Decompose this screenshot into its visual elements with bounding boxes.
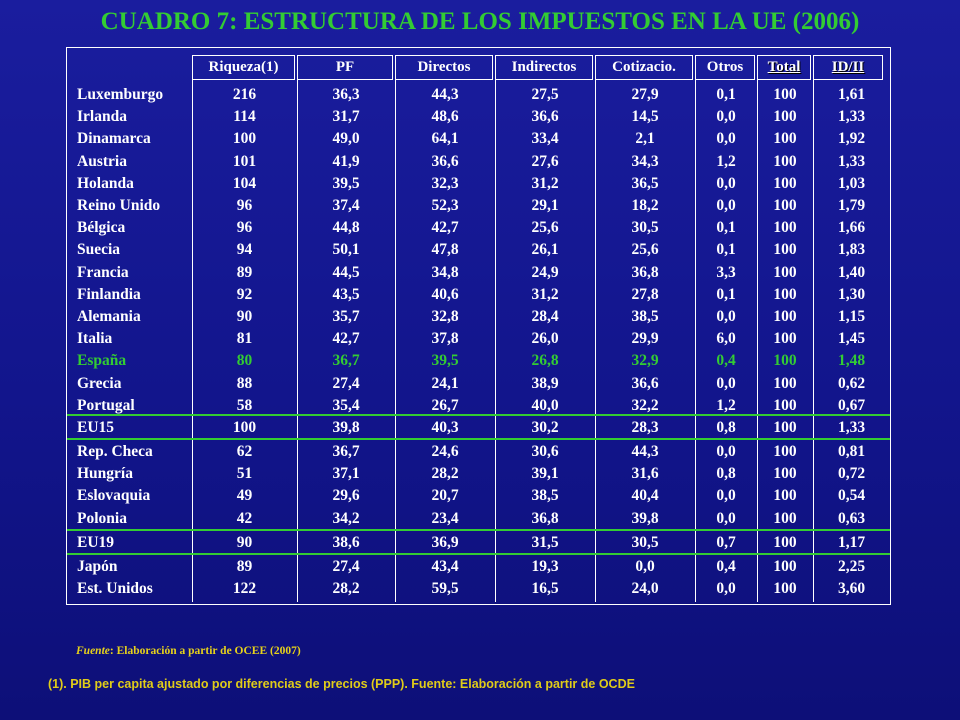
cell-value: 6,0	[716, 330, 736, 348]
cell-value: 0,1	[716, 86, 736, 103]
column-header-label: Indirectos	[511, 59, 577, 75]
cell-value: 100	[773, 241, 797, 259]
country-name: Dinamarca	[77, 130, 151, 148]
cell-value: 44,5	[332, 263, 360, 281]
cell-value: 32,9	[631, 352, 659, 370]
column-header	[595, 55, 693, 80]
cell-value: 100	[773, 108, 797, 126]
column-header-label: Cotizacio.	[612, 59, 676, 75]
table-row	[67, 106, 890, 128]
cell-value: 37,1	[332, 465, 360, 483]
cell-value: 39,5	[431, 352, 459, 370]
cell-value: 2,25	[837, 558, 866, 575]
cell-value: 29,9	[631, 330, 659, 348]
cell-value: 34,3	[631, 152, 659, 170]
cell-value: 100	[773, 330, 797, 348]
cell-value: 62	[236, 443, 253, 460]
cell-value: 25,6	[631, 241, 659, 259]
cell-value: 0,0	[716, 174, 736, 192]
column-header-label: Total	[767, 59, 801, 75]
cell-value: 2,1	[635, 130, 655, 148]
cell-value: 1,30	[837, 285, 866, 303]
cell-value: 0,0	[716, 580, 736, 598]
table-row	[67, 373, 890, 395]
cell-value: 36,5	[631, 174, 659, 192]
cell-value: 48,6	[431, 108, 459, 126]
cell-value: 39,1	[531, 465, 559, 483]
country-name: Hungría	[77, 465, 133, 483]
cell-value: 27,4	[332, 374, 360, 392]
table-row	[67, 239, 890, 261]
table-row	[67, 128, 890, 150]
cell-value: 49,0	[332, 130, 360, 148]
cell-value: 100	[773, 580, 797, 598]
group-separator	[67, 414, 890, 416]
cell-value: 1,83	[837, 241, 866, 259]
cell-value: 37,8	[431, 330, 459, 348]
cell-value: 0,0	[716, 487, 736, 505]
cell-value: 100	[773, 352, 797, 370]
column-header-label: PF	[335, 59, 355, 75]
group-separator	[67, 553, 890, 555]
cell-value: 0,0	[716, 374, 736, 392]
cell-value: 3,3	[716, 263, 736, 281]
cell-value: 34,8	[431, 263, 459, 281]
cell-value: 42,7	[332, 330, 360, 348]
table-row	[67, 217, 890, 239]
cell-value: 24,0	[631, 580, 659, 598]
table-row	[67, 262, 890, 284]
cell-value: 122	[232, 580, 257, 598]
cell-value: 31,5	[531, 534, 559, 551]
cell-value: 100	[773, 219, 797, 237]
table-row	[67, 84, 890, 106]
table-row	[67, 350, 890, 372]
cell-value: 81	[236, 330, 253, 348]
cell-value: 104	[232, 174, 257, 192]
table-row	[67, 441, 890, 463]
tax-structure-table	[66, 47, 891, 605]
cell-value: 31,2	[531, 285, 559, 303]
cell-value: 100	[773, 534, 797, 551]
table-row	[67, 284, 890, 306]
cell-value: 40,0	[531, 396, 559, 414]
cell-value: 88	[236, 374, 253, 392]
country-name: Reino Unido	[77, 197, 161, 214]
cell-value: 36,8	[531, 509, 559, 527]
country-name: Francia	[77, 263, 129, 281]
cell-value: 36,6	[531, 108, 559, 126]
country-name: Grecia	[77, 374, 122, 392]
cell-value: 28,3	[631, 419, 659, 436]
cell-value: 1,92	[837, 130, 866, 148]
cell-value: 38,5	[531, 487, 559, 505]
cell-value: 0,72	[837, 465, 866, 483]
cell-value: 0,0	[716, 308, 736, 325]
cell-value: 0,4	[716, 558, 736, 575]
column-header-label: ID/II	[831, 59, 865, 75]
cell-value: 1,03	[837, 174, 866, 192]
cell-value: 89	[236, 558, 253, 575]
cell-value: 80	[236, 352, 253, 370]
country-name: Italia	[77, 330, 113, 348]
cell-value: 29,6	[332, 487, 360, 505]
cell-value: 94	[236, 241, 253, 259]
cell-value: 27,6	[531, 152, 559, 170]
cell-value: 27,4	[332, 558, 360, 575]
cell-value: 36,7	[332, 443, 360, 460]
cell-value: 31,7	[332, 108, 360, 126]
cell-value: 1,2	[716, 152, 736, 170]
cell-value: 43,5	[332, 285, 360, 303]
cell-value: 32,8	[431, 308, 459, 325]
cell-value: 1,33	[837, 152, 866, 170]
footnote: (1). PIB per capita ajustado por diferencias de precios (PPP). Fuente: Elaboración a partir de OCDE	[48, 677, 635, 691]
cell-value: 40,4	[631, 487, 659, 505]
country-name: Luxemburgo	[77, 86, 164, 103]
cell-value: 24,1	[431, 374, 459, 392]
cell-value: 1,33	[837, 108, 866, 126]
table-row	[67, 463, 890, 485]
country-name: Polonia	[77, 509, 127, 527]
cell-value: 39,5	[332, 174, 360, 192]
cell-value: 100	[773, 174, 797, 192]
cell-value: 35,7	[332, 308, 360, 325]
country-name: Eslovaquia	[77, 487, 151, 505]
cell-value: 44,3	[431, 86, 459, 103]
cell-value: 100	[232, 419, 257, 436]
cell-value: 0,1	[716, 241, 736, 259]
cell-value: 39,8	[631, 509, 659, 527]
country-name: Suecia	[77, 241, 121, 259]
cell-value: 1,61	[837, 86, 866, 103]
cell-value: 32,2	[631, 396, 659, 414]
cell-value: 100	[773, 396, 797, 414]
cell-value: 36,6	[431, 152, 459, 170]
cell-value: 0,67	[837, 396, 866, 414]
cell-value: 114	[233, 108, 256, 126]
cell-value: 100	[773, 308, 797, 325]
group-separator	[67, 438, 890, 440]
table-row	[67, 556, 890, 578]
cell-value: 0,63	[837, 509, 866, 527]
cell-value: 1,2	[716, 396, 736, 414]
cell-value: 30,5	[631, 534, 659, 551]
cell-value: 1,79	[837, 197, 866, 214]
cell-value: 40,6	[431, 285, 459, 303]
group-separator	[67, 529, 890, 531]
cell-value: 100	[773, 197, 797, 214]
cell-value: 1,17	[837, 534, 866, 551]
cell-value: 24,9	[531, 263, 559, 281]
cell-value: 0,0	[716, 197, 736, 214]
cell-value: 58	[236, 396, 253, 414]
cell-value: 36,6	[631, 374, 659, 392]
cell-value: 35,4	[332, 396, 360, 414]
column-header-label: Otros	[706, 59, 744, 75]
cell-value: 89	[236, 263, 253, 281]
cell-value: 0,8	[716, 465, 736, 483]
cell-value: 1,66	[837, 219, 866, 237]
country-name: EU15	[77, 419, 115, 436]
country-name: EU19	[77, 534, 115, 551]
cell-value: 30,5	[631, 219, 659, 237]
cell-value: 16,5	[531, 580, 559, 598]
table-row	[67, 485, 890, 507]
cell-value: 47,8	[431, 241, 459, 259]
cell-value: 43,4	[431, 558, 459, 575]
column-header	[495, 55, 593, 80]
cell-value: 51	[236, 465, 253, 483]
cell-value: 1,48	[837, 352, 866, 370]
column-header-label: Directos	[417, 59, 471, 75]
cell-value: 29,1	[531, 197, 559, 214]
table-title: CUADRO 7: ESTRUCTURA DE LOS IMPUESTOS EN LA UE (2006)	[100, 8, 860, 35]
table-row	[67, 417, 890, 439]
cell-value: 0,1	[716, 219, 736, 237]
table-row	[67, 151, 890, 173]
cell-value: 41,9	[332, 152, 360, 170]
cell-value: 30,2	[531, 419, 559, 436]
cell-value: 92	[236, 285, 253, 303]
source-text: : Elaboración a partir de OCEE (2007)	[109, 645, 301, 657]
cell-value: 52,3	[431, 197, 459, 214]
cell-value: 42	[236, 509, 253, 527]
cell-value: 26,7	[431, 396, 459, 414]
country-name: España	[77, 352, 127, 370]
cell-value: 36,7	[332, 352, 360, 370]
cell-value: 100	[773, 509, 797, 527]
country-name: Bélgica	[77, 219, 126, 237]
cell-value: 1,40	[837, 263, 866, 281]
cell-value: 38,5	[631, 308, 659, 325]
cell-value: 44,8	[332, 219, 360, 237]
cell-value: 28,4	[531, 308, 559, 325]
cell-value: 39,8	[332, 419, 360, 436]
cell-value: 90	[236, 308, 253, 325]
cell-value: 1,33	[837, 419, 866, 436]
cell-value: 44,3	[631, 443, 659, 460]
cell-value: 3,60	[837, 580, 866, 598]
column-header	[297, 55, 393, 80]
cell-value: 31,2	[531, 174, 559, 192]
cell-value: 1,15	[837, 308, 866, 325]
country-name: Est. Unidos	[77, 580, 153, 598]
cell-value: 0,8	[716, 419, 736, 436]
cell-value: 38,6	[332, 534, 360, 551]
source-label: Fuente	[76, 645, 110, 657]
cell-value: 0,7	[716, 534, 736, 551]
column-header	[695, 55, 755, 80]
cell-value: 27,8	[631, 285, 659, 303]
column-header-label: Riqueza(1)	[208, 59, 279, 75]
cell-value: 32,3	[431, 174, 459, 192]
cell-value: 0,0	[716, 509, 736, 527]
column-header	[813, 55, 883, 80]
cell-value: 28,2	[431, 465, 459, 483]
table-row	[67, 195, 890, 217]
cell-value: 26,0	[531, 330, 559, 348]
cell-value: 28,2	[332, 580, 360, 598]
column-header	[757, 55, 811, 80]
cell-value: 100	[773, 419, 797, 436]
cell-value: 36,9	[431, 534, 459, 551]
cell-value: 27,5	[531, 86, 559, 103]
table-row	[67, 532, 890, 554]
cell-value: 26,1	[531, 241, 559, 259]
cell-value: 38,9	[531, 374, 559, 392]
table-row	[67, 578, 890, 600]
cell-value: 100	[773, 285, 797, 303]
cell-value: 18,2	[631, 197, 659, 214]
cell-value: 0,0	[716, 130, 736, 148]
cell-value: 14,5	[631, 108, 659, 126]
cell-value: 100	[773, 263, 797, 281]
column-header	[395, 55, 493, 80]
cell-value: 0,0	[716, 108, 736, 126]
country-name: Finlandia	[77, 285, 141, 303]
cell-value: 100	[773, 558, 797, 575]
cell-value: 36,8	[631, 263, 659, 281]
cell-value: 64,1	[431, 130, 459, 148]
cell-value: 31,6	[631, 465, 659, 483]
cell-value: 100	[773, 465, 797, 483]
table-row	[67, 306, 890, 328]
table-row	[67, 328, 890, 350]
country-name: Portugal	[77, 396, 135, 414]
source-note	[76, 645, 301, 657]
cell-value: 101	[232, 152, 257, 170]
cell-value: 100	[773, 130, 797, 148]
cell-value: 96	[236, 197, 253, 214]
country-name: Rep. Checa	[77, 443, 153, 460]
cell-value: 216	[232, 86, 257, 103]
cell-value: 0,4	[716, 352, 736, 370]
cell-value: 50,1	[332, 241, 360, 259]
cell-value: 0,1	[716, 285, 736, 303]
cell-value: 27,9	[631, 86, 659, 103]
country-name: Japón	[77, 558, 118, 575]
cell-value: 19,3	[531, 558, 559, 575]
cell-value: 100	[773, 374, 797, 392]
cell-value: 37,4	[332, 197, 360, 214]
cell-value: 24,6	[431, 443, 459, 460]
cell-value: 33,4	[531, 130, 559, 148]
cell-value: 26,8	[531, 352, 559, 370]
table-row	[67, 173, 890, 195]
cell-value: 49	[236, 487, 253, 505]
country-name: Holanda	[77, 174, 134, 192]
cell-value: 30,6	[531, 443, 559, 460]
cell-value: 90	[236, 534, 253, 551]
cell-value: 0,0	[716, 443, 736, 460]
cell-value: 100	[773, 152, 797, 170]
cell-value: 100	[773, 487, 797, 505]
cell-value: 0,0	[635, 558, 655, 575]
cell-value: 36,3	[332, 86, 360, 103]
cell-value: 34,2	[332, 509, 360, 527]
cell-value: 59,5	[431, 580, 459, 598]
cell-value: 40,3	[431, 419, 459, 436]
cell-value: 0,54	[837, 487, 866, 505]
cell-value: 0,81	[837, 443, 866, 460]
cell-value: 100	[773, 443, 797, 460]
country-name: Alemania	[77, 308, 141, 325]
cell-value: 96	[236, 219, 253, 237]
cell-value: 42,7	[431, 219, 459, 237]
cell-value: 23,4	[431, 509, 459, 527]
table-row	[67, 508, 890, 530]
cell-value: 20,7	[431, 487, 459, 505]
cell-value: 100	[232, 130, 257, 148]
cell-value: 1,45	[837, 330, 866, 348]
column-header	[192, 55, 295, 80]
cell-value: 0,62	[837, 374, 866, 392]
cell-value: 25,6	[531, 219, 559, 237]
country-name: Irlanda	[77, 108, 127, 126]
country-name: Austria	[77, 152, 127, 170]
cell-value: 100	[773, 86, 797, 103]
